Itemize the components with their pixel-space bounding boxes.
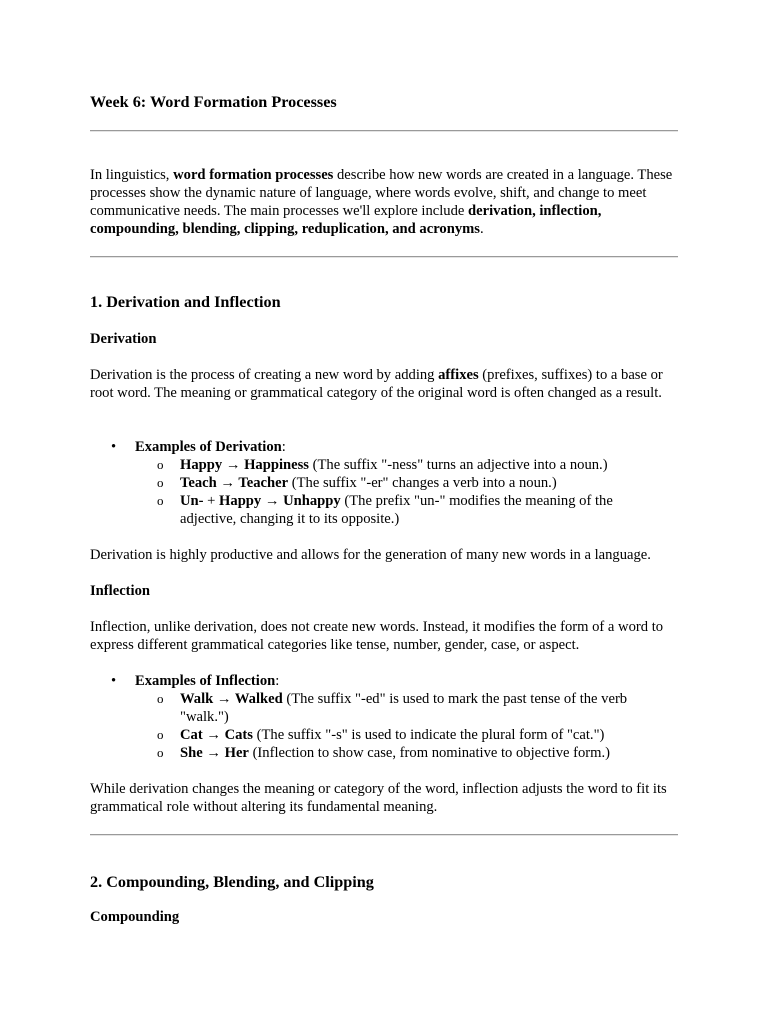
intro-paragraph bbox=[90, 166, 680, 238]
example-term: Happy → Unhappy bbox=[219, 493, 341, 509]
derivation-paragraph bbox=[90, 366, 680, 402]
sub-list bbox=[90, 690, 680, 762]
example-text: (The suffix "-ed" is used to mark the past tense of the verb "walk.") bbox=[180, 691, 628, 725]
sub-bullet-icon: o bbox=[157, 457, 164, 472]
intro-text: In linguistics, bbox=[90, 167, 174, 183]
sub-list bbox=[90, 456, 680, 528]
inflection-examples-list bbox=[90, 672, 680, 762]
example-text: (The prefix "un-" modifies the meaning of the adjective, changing it to its opposite.) bbox=[180, 493, 613, 527]
examples-label: Examples of Derivation bbox=[135, 439, 282, 455]
horizontal-rule bbox=[90, 130, 678, 132]
list-item bbox=[90, 438, 680, 528]
list-item bbox=[90, 456, 640, 474]
sub-bullet-icon: o bbox=[157, 691, 164, 706]
sub-bullet-icon: o bbox=[157, 475, 164, 490]
inflection-closing-paragraph: While derivation changes the meaning or category of the word, inflection adjusts the word to fit its grammatical role without altering its fundamental meaning. bbox=[90, 781, 667, 815]
bullet-icon: • bbox=[111, 673, 117, 689]
example-text: (The suffix "-er" changes a verb into a noun.) bbox=[288, 475, 557, 491]
section-heading-derivation-inflection: 1. Derivation and Inflection bbox=[90, 293, 281, 311]
horizontal-rule bbox=[90, 256, 678, 258]
list-item bbox=[90, 474, 640, 492]
section-heading-compounding: 2. Compounding, Blending, and Clipping bbox=[90, 873, 374, 891]
paragraph-text: Derivation is the process of creating a new word by adding bbox=[90, 367, 439, 383]
example-text: (Inflection to show case, from nominative to objective form.) bbox=[248, 745, 611, 761]
page-title: Week 6: Word Formation Processes bbox=[90, 93, 337, 111]
list-item bbox=[90, 492, 640, 528]
derivation-examples-list bbox=[90, 438, 680, 528]
intro-text: describe how new words are created in a language. These processes show the dynamic nature of language, where words evolve, shift, and change to meet communicative needs. The main processes we'll explore include bbox=[90, 167, 673, 219]
paragraph-text: (prefixes, suffixes) to a base or root word. The meaning or grammatical category of the original word is often changed as a result. bbox=[90, 367, 663, 401]
example-text: (The suffix "-s" is used to indicate the plural form of "cat.") bbox=[252, 727, 605, 743]
intro-text: . bbox=[479, 221, 484, 237]
intro-bold-processes: derivation, inflection, compounding, blending, clipping, reduplication, and acronyms bbox=[90, 203, 602, 237]
plus-text: + bbox=[203, 493, 220, 509]
sub-bullet-icon: o bbox=[157, 727, 164, 742]
list-item bbox=[90, 690, 640, 726]
example-term-prefix: Un- bbox=[180, 493, 204, 509]
list-item bbox=[90, 726, 640, 744]
example-text: (The suffix "-ness" turns an adjective into a noun.) bbox=[308, 457, 608, 473]
sub-bullet-icon: o bbox=[157, 493, 164, 508]
example-term: Walk → Walked bbox=[180, 691, 283, 707]
subheading-compounding: Compounding bbox=[90, 909, 180, 925]
subheading-inflection: Inflection bbox=[90, 583, 150, 599]
horizontal-rule bbox=[90, 834, 678, 836]
colon-text: : bbox=[275, 673, 280, 689]
bold-term-affixes: affixes bbox=[438, 367, 479, 383]
example-term: Cat → Cats bbox=[180, 727, 253, 743]
examples-label: Examples of Inflection bbox=[135, 673, 276, 689]
example-term: She → Her bbox=[180, 745, 249, 761]
example-term: Teach → Teacher bbox=[180, 475, 289, 491]
example-term: Happy → Happiness bbox=[180, 457, 309, 473]
intro-bold-term: word formation processes bbox=[173, 167, 334, 183]
inflection-paragraph: Inflection, unlike derivation, does not create new words. Instead, it modifies the form of a word to express different grammatical categories like tense, number, gender, case, or aspect. bbox=[90, 619, 664, 653]
list-item bbox=[90, 744, 640, 762]
sub-bullet-icon: o bbox=[157, 745, 164, 760]
colon-text: : bbox=[281, 439, 286, 455]
bullet-icon: • bbox=[111, 439, 117, 455]
list-item bbox=[90, 672, 680, 762]
derivation-closing-paragraph: Derivation is highly productive and allows for the generation of many new words in a language. bbox=[90, 547, 651, 563]
subheading-derivation: Derivation bbox=[90, 331, 157, 347]
